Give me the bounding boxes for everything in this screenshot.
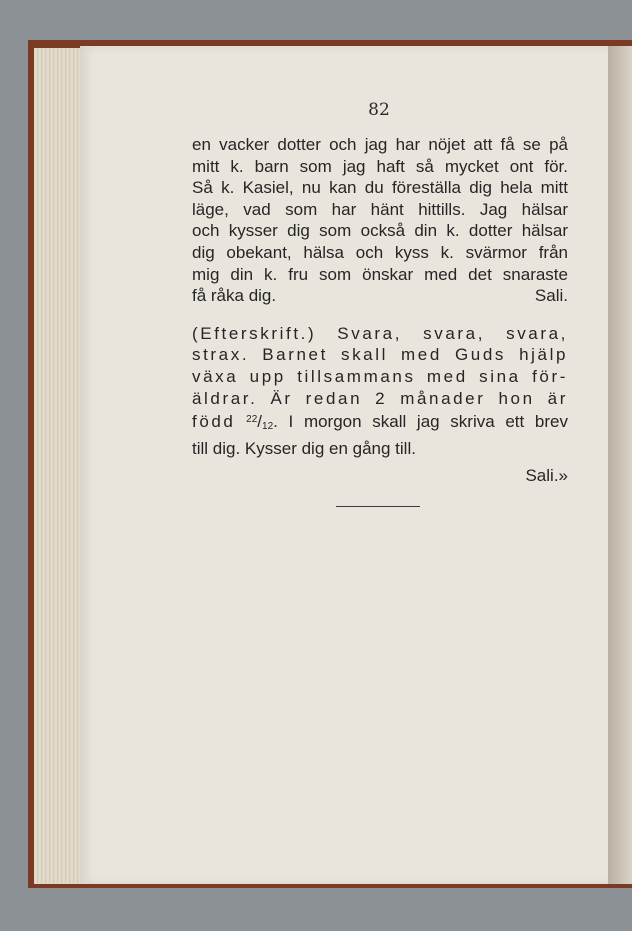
closing-line (192, 285, 568, 307)
paragraph-1 (192, 134, 568, 307)
letter-text (192, 134, 568, 487)
page-edges (34, 48, 84, 884)
paragraph-2 (192, 323, 568, 487)
text-line: dig obekant, hälsa och kyss k. svärmor från (192, 242, 568, 262)
next-page-edge (608, 46, 632, 884)
text-line: (Efterskrift.) Svara, svara, svara, (192, 323, 568, 343)
text-line: mitt k. barn som jag haft så mycket ont för. (192, 156, 568, 176)
text-line: en vacker dotter och jag har nöjet att få se på (192, 135, 568, 154)
text-line: få råka dig. (192, 286, 277, 306)
text-line: växa upp tillsammans med sina för- (192, 366, 568, 386)
page-number: 82 (368, 100, 390, 120)
text-line: mig din k. fru som önskar med det snaraste (192, 264, 568, 284)
text-line: läge, vad som har hänt hittills. Jag hälsar (192, 199, 568, 219)
text-line: äldrar. Är redan 2 månader hon är (192, 388, 568, 408)
text-line: Så k. Kasiel, nu kan du föreställa dig hela mitt (192, 178, 568, 198)
born-rest: . I morgon skall jag skriva ett brev (273, 412, 568, 432)
date-denominator: 12 (262, 421, 274, 433)
text-line: och kysser dig som också din k. dotter hälsar (192, 221, 568, 241)
text-line: strax. Barnet skall med Guds hjälp (192, 345, 568, 365)
text-line: till dig. Kysser dig en gång till. (192, 438, 416, 458)
born-word: född (192, 412, 236, 432)
text-line: född $^{22}$/12. I morgon skall jag skriva ett brev (192, 412, 568, 433)
signature: Sali.» (525, 466, 568, 486)
date-numerator: 22 (246, 414, 258, 426)
signature: Sali. (534, 286, 568, 306)
divider-rule (336, 506, 420, 507)
